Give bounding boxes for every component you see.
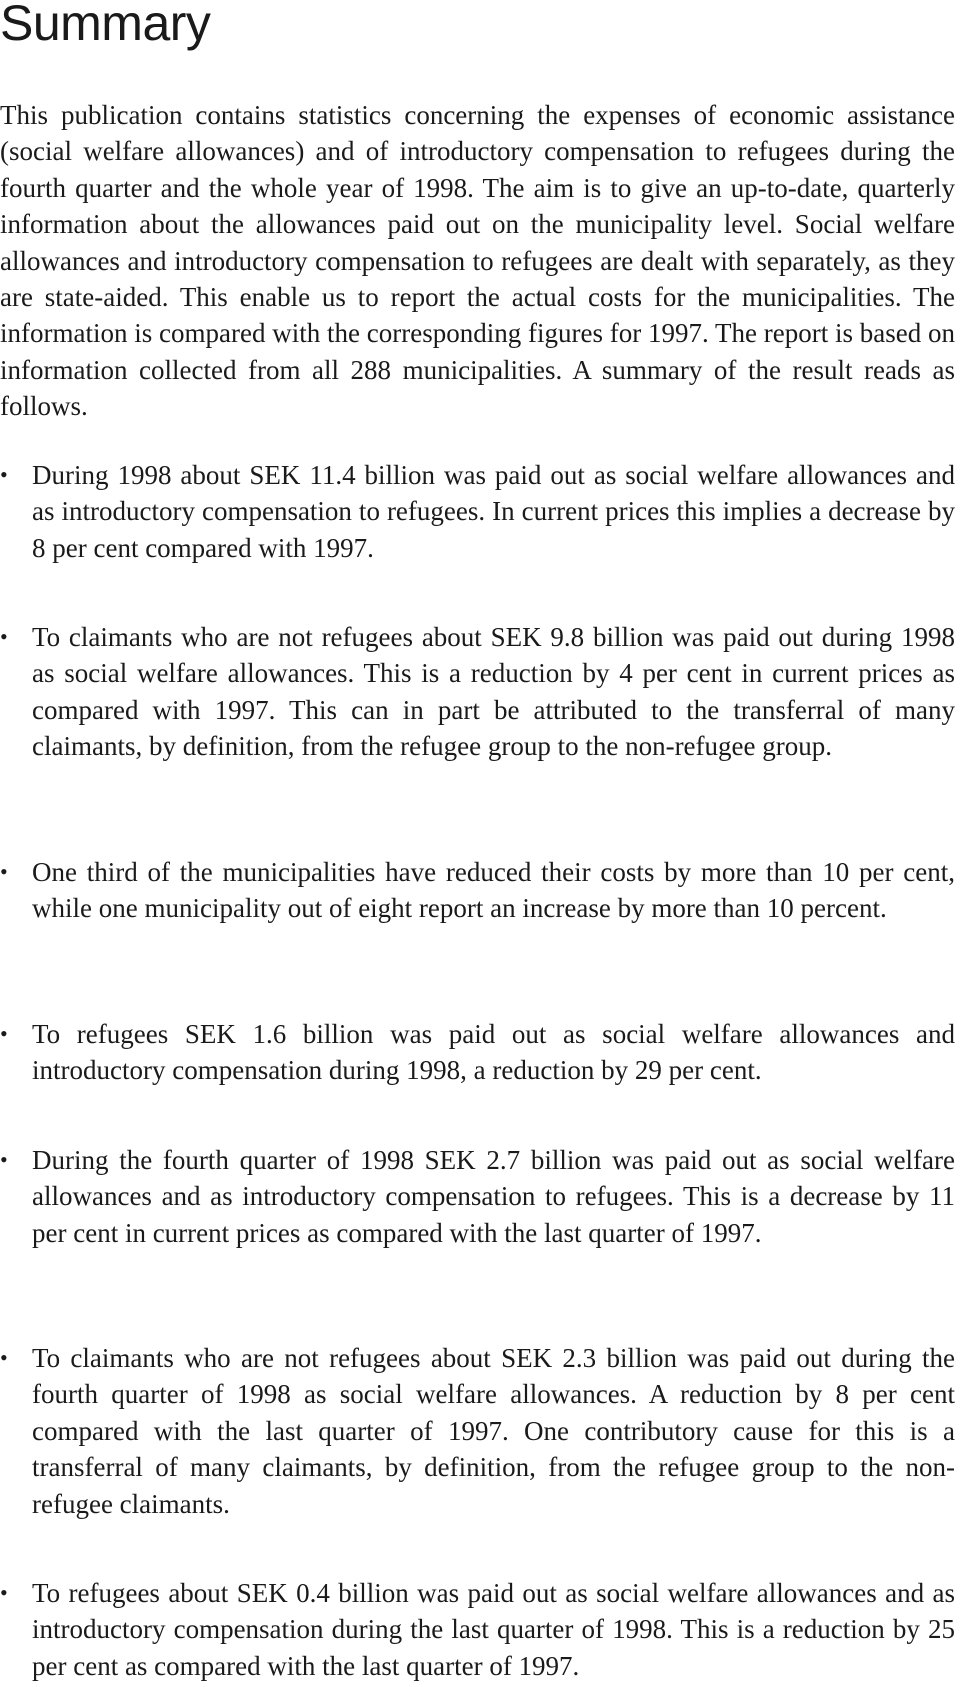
bullet-item xyxy=(0,619,955,765)
intro-paragraph: This publication contains statistics concerning the expenses of economic assistance (social welfare allowances) and of introductory compensation to refugees during the fourth quarter and the whole year of 1998. The aim is to give an up-to-date, quarterly information about the allowances paid out on the municipality level. Social welfare allowances and introductory compensation to refugees are dealt with separately, as they are state-aided. This enable us to report the actual costs for the municipalities. The information is compared with the corresponding figures for 1997. The report is based on information collected from all 288 municipalities. A summary of the result reads as follows. xyxy=(0,100,955,422)
bullet-icon: • xyxy=(0,462,8,487)
bullet-text: To claimants who are not refugees about SEK 2.3 billion was paid out during the fourth quarter of 1998 as social welfare allowances. A reduction by 8 per cent compared with the last quarter of 1997. One contributory cause for this is a transferral of many claimants, by definition, from the refugee group to the non-refugee claimants. xyxy=(32,1343,955,1519)
bullet-item xyxy=(0,854,955,927)
bullet-text: To claimants who are not refugees about SEK 9.8 billion was paid out during 1998 as social welfare allowances. This is a reduction by 4 per cent in current prices as compared with 1997. This can in part be attributed to the transferral of many claimants, by definition, from the refugee group to the non-refugee group. xyxy=(32,622,955,762)
bullet-text: To refugees about SEK 0.4 billion was paid out as social welfare allowances and as introductory compensation during the last quarter of 1998. This is a reduction by 25 per cent as compared with the last quarter of 1997. xyxy=(32,1578,955,1681)
bullet-item xyxy=(0,457,955,566)
bullet-text: During 1998 about SEK 11.4 billion was paid out as social welfare allowances and as introductory compensation to refugees. In current prices this implies a decrease by 8 per cent compared with 1997. xyxy=(32,460,955,563)
bullet-icon: • xyxy=(0,1580,8,1605)
bullet-text: During the fourth quarter of 1998 SEK 2.7 billion was paid out as social welfare allowances and as introductory compensation to refugees. This is a decrease by 11 per cent in current prices as compared with the last quarter of 1997. xyxy=(32,1145,955,1248)
bullet-icon: • xyxy=(0,624,8,649)
page-title: Summary xyxy=(0,0,211,51)
bullet-text: One third of the municipalities have reduced their costs by more than 10 per cent, while one municipality out of eight report an increase by more than 10 percent. xyxy=(32,857,955,924)
bullet-item xyxy=(0,1016,955,1089)
bullet-icon: • xyxy=(0,1147,8,1172)
bullet-item xyxy=(0,1340,955,1522)
bullet-icon: • xyxy=(0,1021,8,1046)
bullet-icon: • xyxy=(0,1345,8,1370)
bullet-item xyxy=(0,1575,955,1684)
bullet-text: To refugees SEK 1.6 billion was paid out as social welfare allowances and introductory compensation during 1998, a reduction by 29 per cent. xyxy=(32,1019,955,1086)
bullet-item xyxy=(0,1142,955,1251)
bullet-icon: • xyxy=(0,859,8,884)
